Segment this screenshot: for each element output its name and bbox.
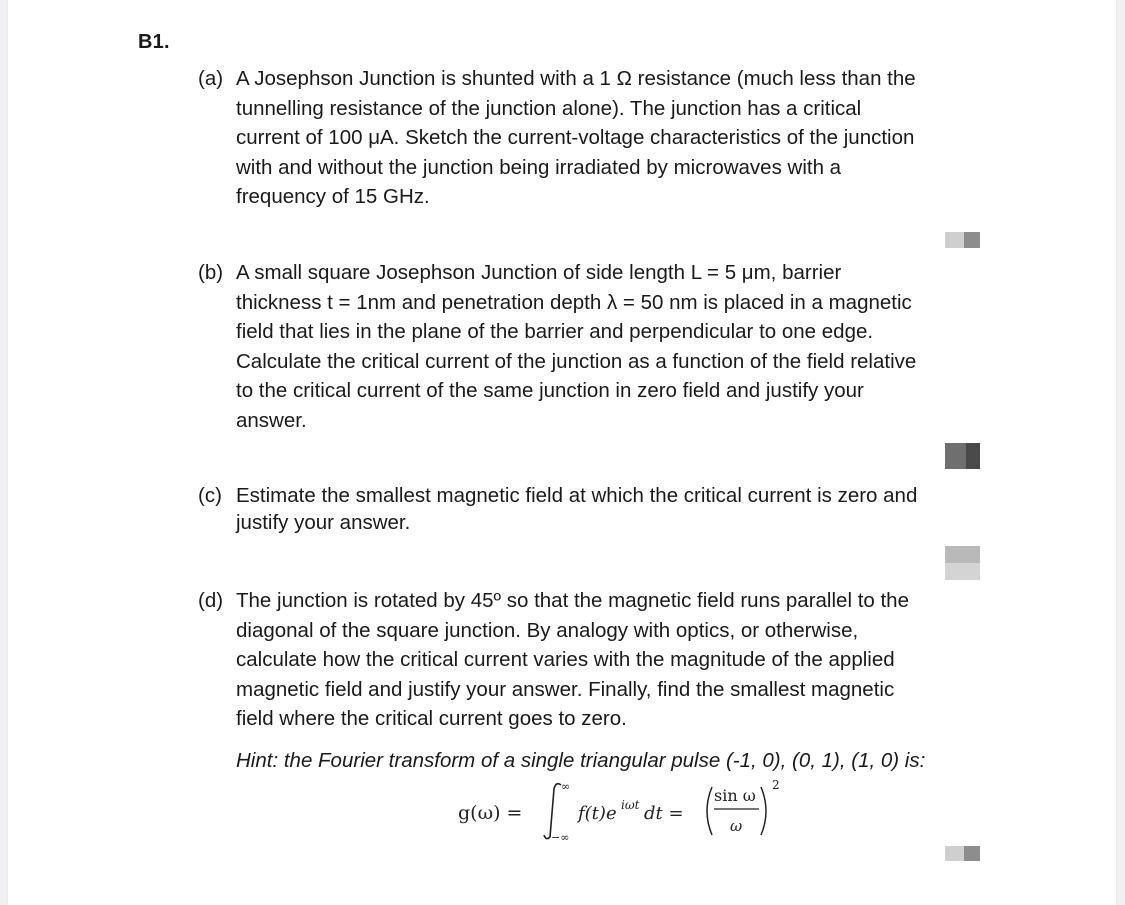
formula-integrand: f(t)e bbox=[578, 803, 617, 824]
formula-dt: dt = bbox=[644, 803, 684, 824]
integral-upper-limit: ∞ bbox=[561, 780, 571, 793]
formula-svg bbox=[458, 775, 798, 845]
part-label: (b) bbox=[198, 261, 224, 284]
formula-denominator: ω bbox=[730, 817, 743, 835]
formula-numerator: sin ω bbox=[714, 786, 756, 805]
left-paren bbox=[707, 787, 712, 835]
question-part-a bbox=[198, 64, 998, 212]
right-paren bbox=[761, 787, 766, 835]
part-label: (c) bbox=[198, 484, 222, 507]
part-label: (d) bbox=[198, 589, 224, 612]
redaction-mark bbox=[945, 232, 980, 248]
redaction-mark bbox=[945, 546, 980, 580]
redaction-mark bbox=[945, 443, 980, 469]
document-page bbox=[8, 0, 1116, 905]
part-label: (a) bbox=[198, 67, 224, 90]
question-part-b bbox=[198, 258, 998, 436]
part-text: The junction is rotated by 45º so that the magnetic field runs parallel to the diagonal of the square junction. By analogy with optics, or otherwise, calculate how the critical current varies with the magnitude of the applied magnetic field and justify your answer. Finally, find the smallest magnetic field where the critical current goes to zero. bbox=[236, 589, 909, 731]
part-text: Estimate the smallest magnetic field at which the critical current is zero and justify your answer. bbox=[236, 484, 918, 534]
question-number: B1. bbox=[138, 31, 170, 53]
fourier-formula bbox=[458, 775, 798, 845]
part-text: A small square Josephson Junction of side length L = 5 μm, barrier thickness t = 1nm and penetration depth λ = 50 nm is placed in a magnetic field that lies in the plane of the barrier and perpendicular to one edge. Calculate the critical current of the junction as a function of the field relative to the critical current of the same junction in zero field and justify your answer. bbox=[236, 261, 917, 432]
formula-power: 2 bbox=[772, 778, 780, 792]
hint-text: Hint: the Fourier transform of a single triangular pulse (-1, 0), (0, 1), (1, 0) is: bbox=[236, 749, 926, 772]
redaction-mark bbox=[945, 846, 980, 861]
part-text: A Josephson Junction is shunted with a 1 Ω resistance (much less than the tunnelling resistance of the junction alone). The junction has a critical current of 100 μA. Sketch the current-voltage characteristics of the junction with and without the junction being irradiated by microwaves with a frequency of 15 GHz. bbox=[236, 67, 916, 209]
formula-exponent: iωt bbox=[621, 798, 640, 812]
question-part-c bbox=[198, 482, 998, 536]
integral-lower-limit: −∞ bbox=[551, 831, 570, 844]
formula-lhs: g(ω) = bbox=[458, 802, 523, 824]
question-part-d bbox=[198, 586, 998, 734]
